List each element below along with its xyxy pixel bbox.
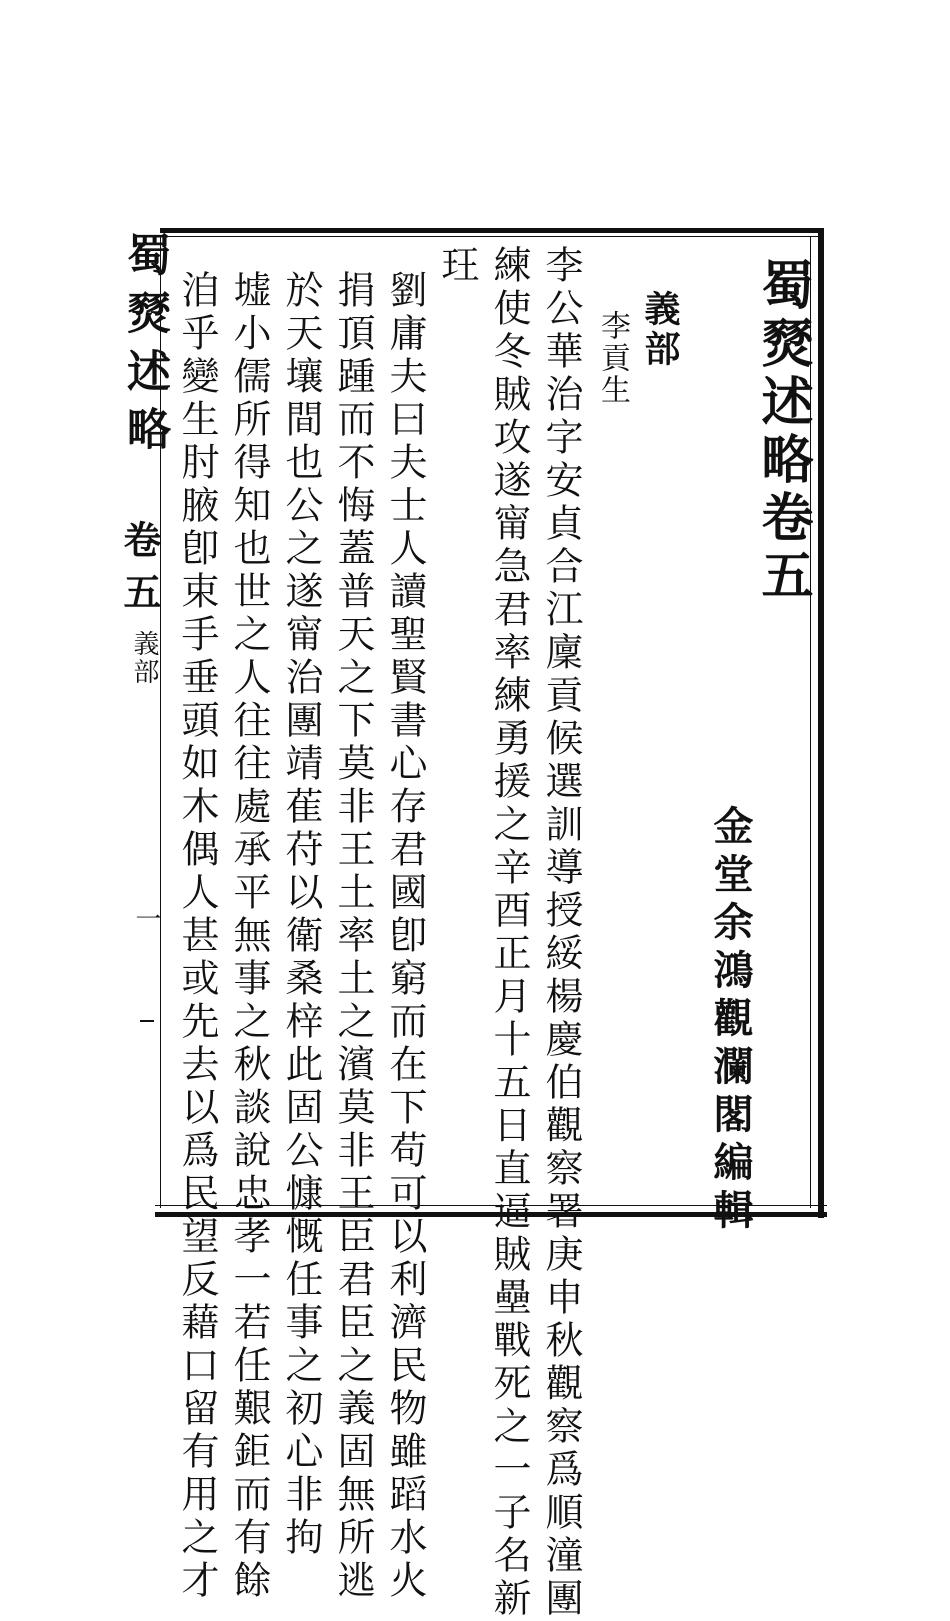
- margin-section: 義部: [129, 630, 159, 686]
- compiler-credit: 金堂余鴻觀瀾閣編輯: [707, 805, 754, 1237]
- body-line-7: 墟小儒所得知也世之人往往處承平無事之秋談說忠孝一若任艱鉅而有餘: [227, 270, 271, 1603]
- body-line-1: 李公華治字安貞合江廩貢候選訓導授綏楊慶伯觀察署庚申秋觀察爲順潼團: [539, 245, 583, 1621]
- body-line-2: 練使冬賊攻遂甯急君率練勇援之辛酉正月十五日直逼賊壘戰死之一子名新: [487, 245, 531, 1621]
- margin-title: 蜀燹述略: [119, 232, 170, 464]
- frame-top-inner-border: [160, 236, 824, 237]
- body-line-5: 捐頂踵而不悔蓋普天之下莫非王土率土之濱莫非王臣君臣之義固無所逃: [331, 270, 375, 1603]
- volume-title: 蜀燹述略卷五: [752, 258, 813, 606]
- margin-page-tick: [140, 1020, 154, 1022]
- frame-top-border: [160, 228, 824, 233]
- body-line-8: 洎乎變生肘腋卽束手垂頭如木偶人甚或先去以爲民望反藉口留有用之才: [175, 270, 219, 1603]
- body-line-6: 於天壤間也公之遂甯治團靖萑苻以衛桑梓此固公慷慨任事之初心非拘: [279, 270, 323, 1560]
- entry-subheading: 李貢生: [595, 310, 630, 406]
- body-line-4: 劉庸夫曰夫士人讀聖賢書心存君國卽窮而在下苟可以利濟民物雖蹈水火: [383, 270, 427, 1603]
- margin-page-number: 一: [131, 905, 161, 933]
- body-line-3: 玨: [435, 245, 479, 288]
- section-heading: 義部: [639, 290, 681, 370]
- margin-volume: 卷五: [117, 520, 162, 624]
